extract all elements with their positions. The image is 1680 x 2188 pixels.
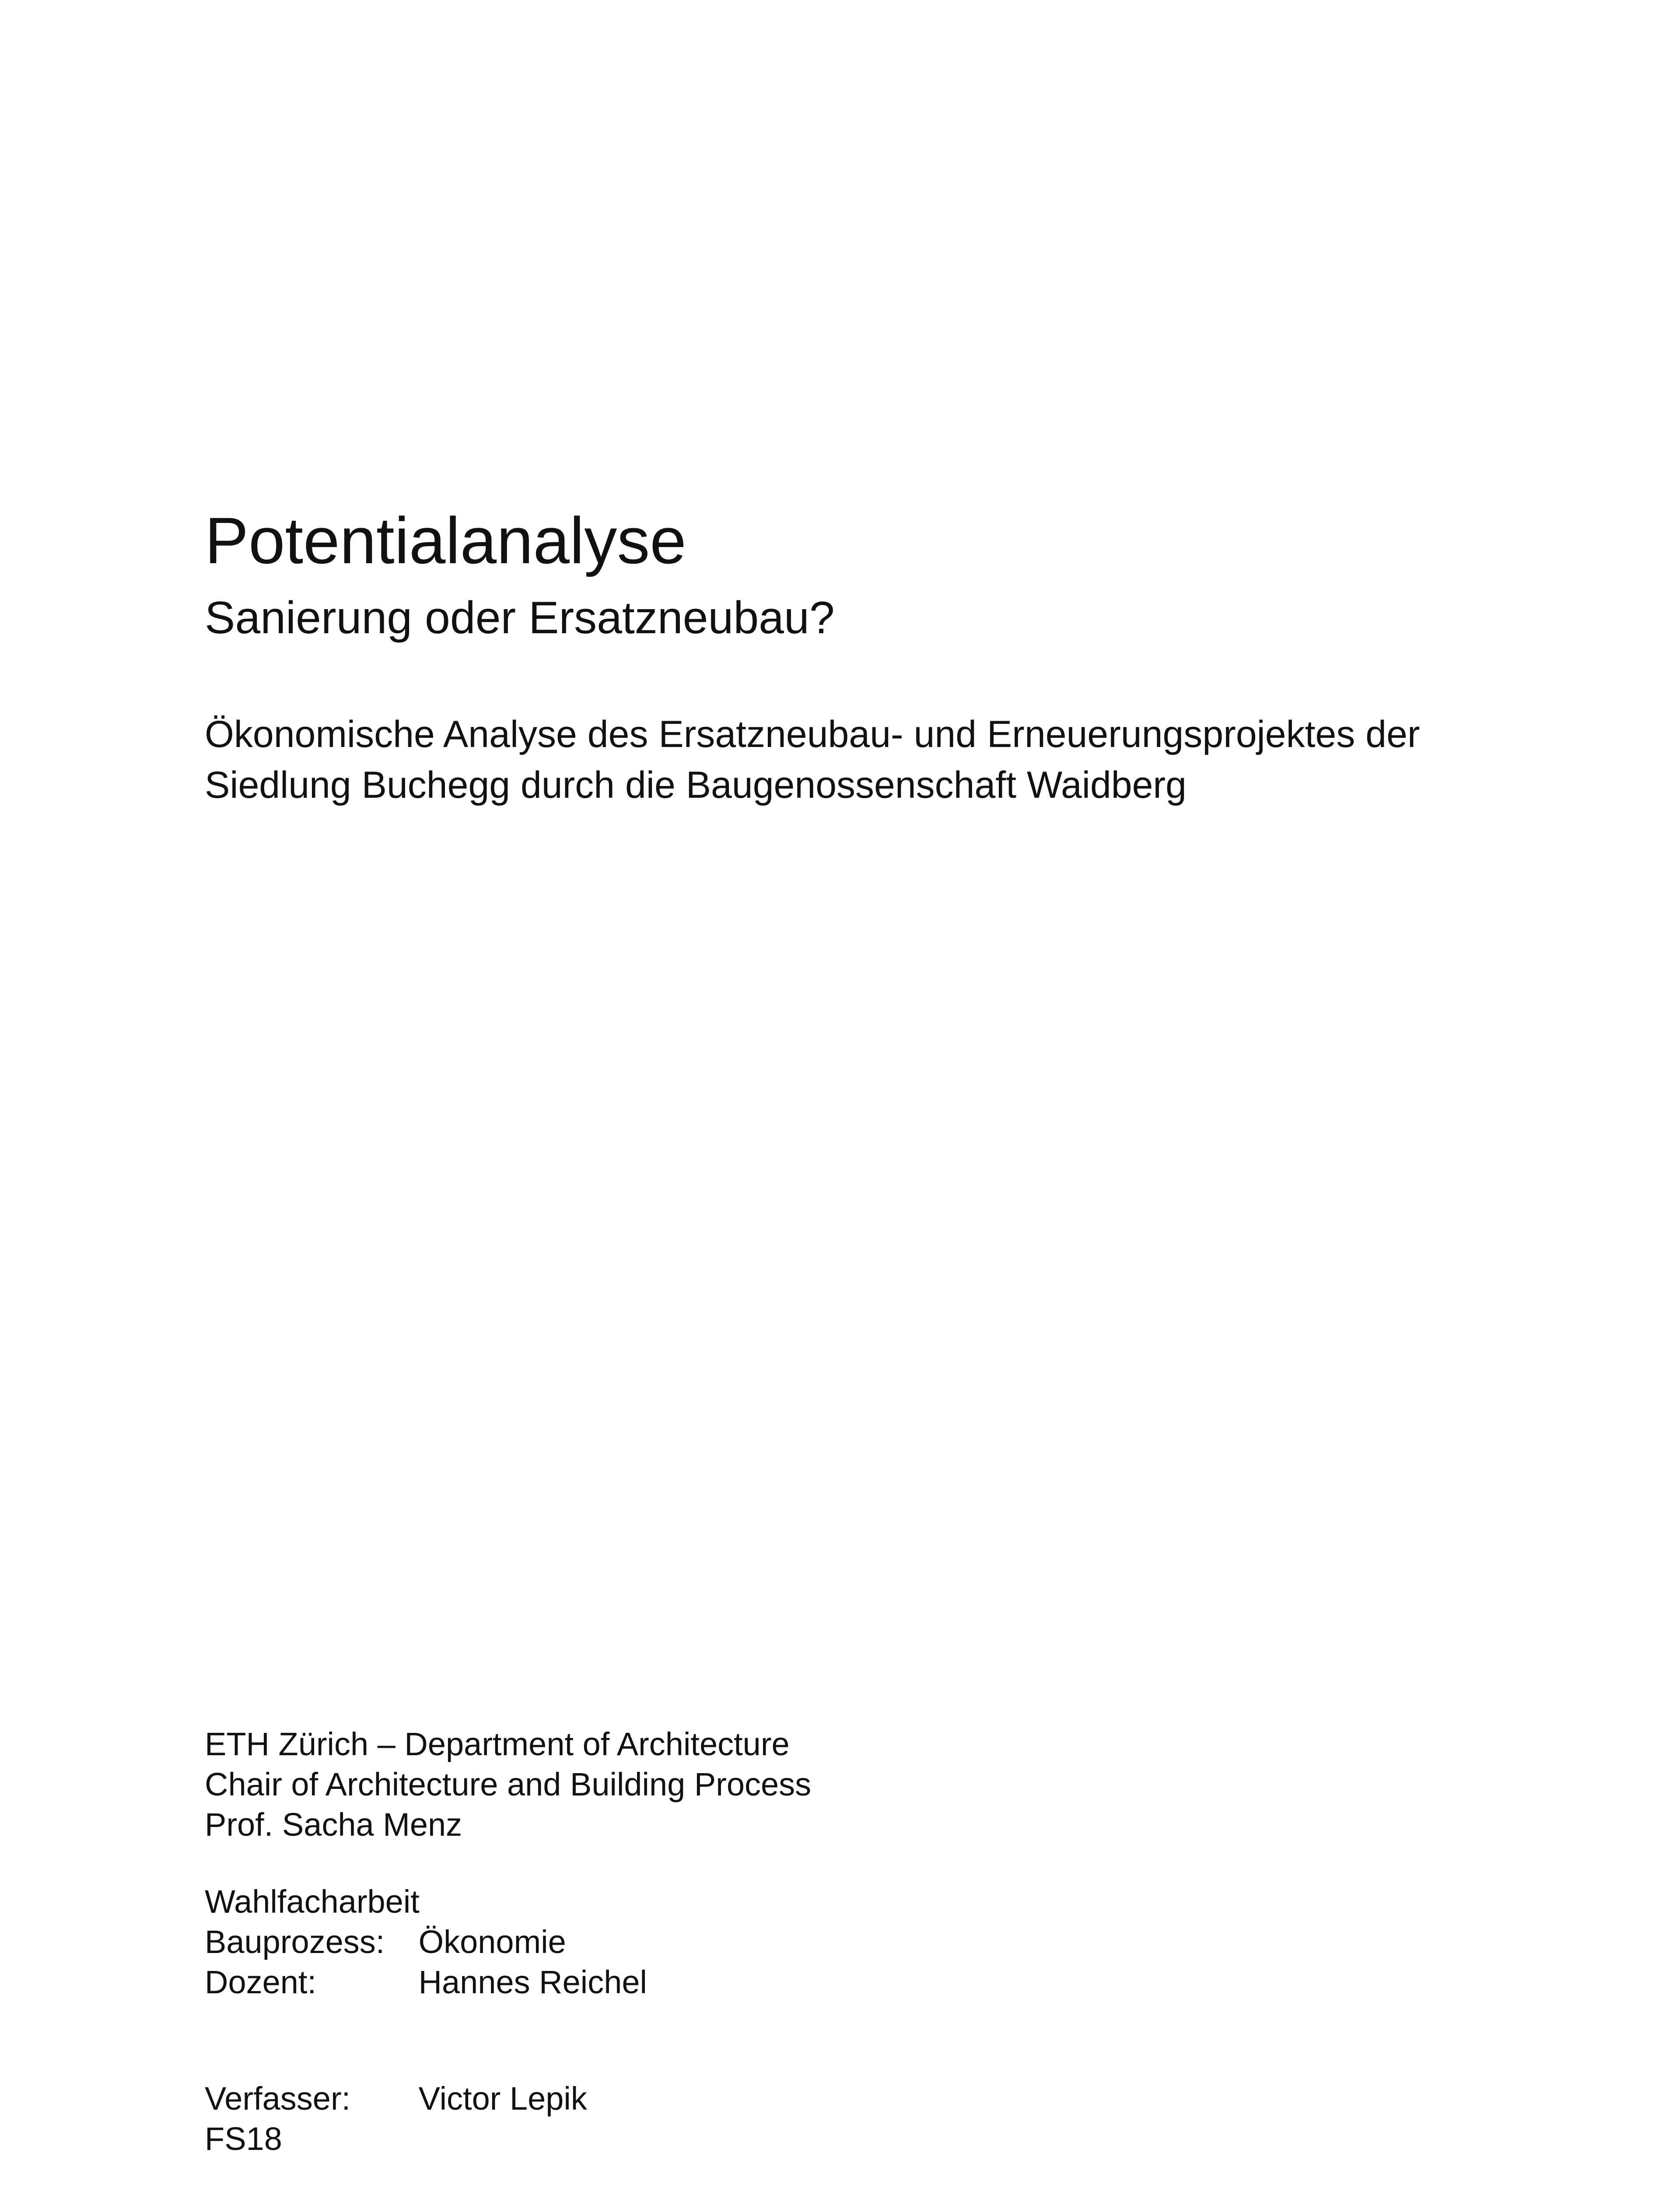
institution-block: [205, 1724, 811, 1845]
course-lecturer-row: [205, 1962, 647, 2002]
description-line-1: Ökonomische Analyse des Ersatzneubau- und Erneuerungsprojektes der: [205, 713, 1420, 755]
author-label: Verfasser:: [205, 2080, 351, 2117]
author-name: Victor Lepik: [418, 2080, 587, 2117]
document-title: Potentialanalyse: [205, 504, 686, 577]
course-block: [205, 1882, 647, 2002]
institution-chair: Chair of Architecture and Building Process: [205, 1766, 812, 1802]
course-type: Wahlfacharbeit: [205, 1883, 420, 1920]
document-description: [205, 709, 1420, 810]
author-block: [205, 2079, 587, 2159]
course-lecturer-label: Dozent:: [205, 1964, 317, 2000]
author-semester: FS18: [205, 2121, 282, 2157]
course-lecturer-value: Hannes Reichel: [418, 1964, 647, 2000]
document-subtitle: Sanierung oder Ersatzneubau?: [205, 593, 835, 643]
course-subject-label: Bauprozess:: [205, 1924, 385, 1960]
author-row: [205, 2079, 587, 2119]
institution-professor: Prof. Sacha Menz: [205, 1806, 462, 1843]
description-line-2: Siedlung Buchegg durch die Baugenossenschaft Waidberg: [205, 764, 1186, 806]
course-subject-value: Ökonomie: [418, 1924, 566, 1960]
institution-department: ETH Zürich – Department of Architecture: [205, 1726, 790, 1762]
course-subject-row: [205, 1922, 647, 1962]
